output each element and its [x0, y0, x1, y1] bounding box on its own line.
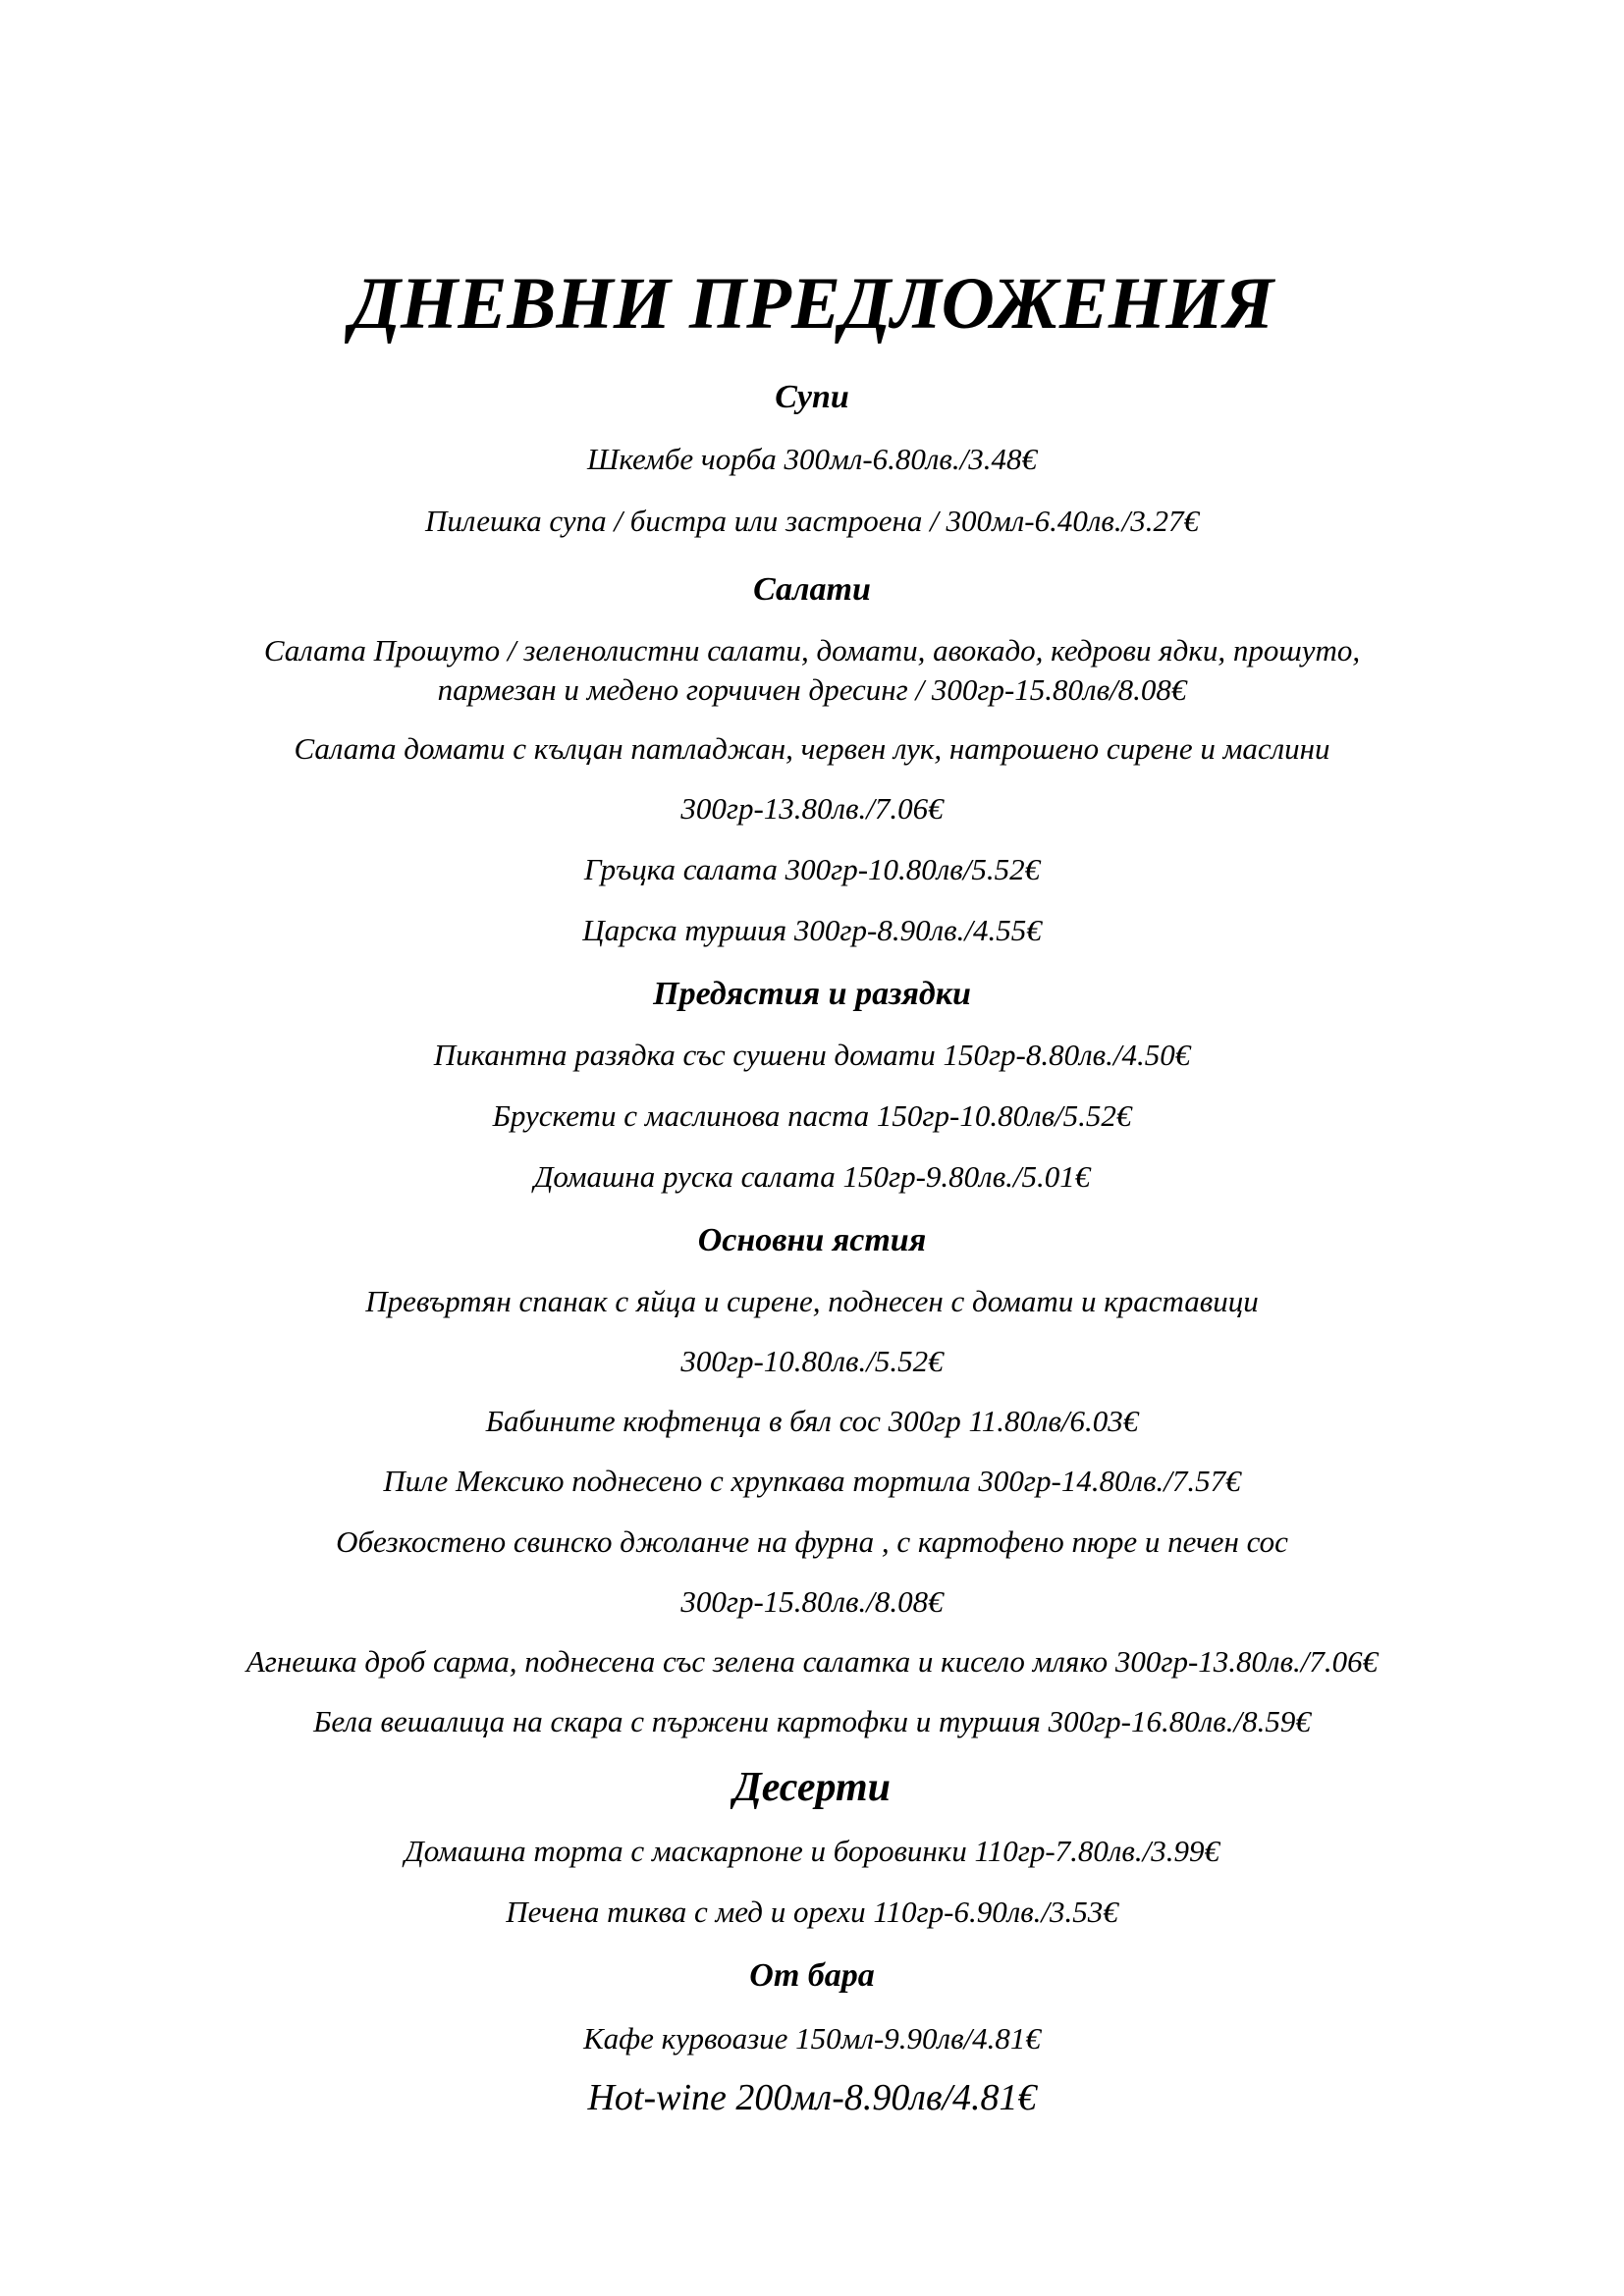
menu-item: Бабините кюфтенца в бял сос 300гр 11.80лв/6.03€ — [485, 1404, 1139, 1438]
section-heading-mains: Основни ястия — [697, 1222, 927, 1258]
menu-item: Домашна руска салата 150гр-9.80лв./5.01€ — [533, 1159, 1091, 1194]
section-heading-desserts: Десерти — [733, 1765, 891, 1810]
menu-item: Салата Прошуто / зеленолистни салати, домати, авокадо, кедрови ядки, прошуто, — [263, 633, 1361, 667]
section-heading-soups: Супи — [775, 379, 849, 415]
page-title: ДНЕВНИ ПРЕДЛОЖЕНИЯ — [350, 263, 1274, 345]
menu-item: Бела вешалица на скара с пържени картофки и туршия 300гр-16.80лв./8.59€ — [313, 1704, 1311, 1738]
menu-item-continued: пармезан и медено горчичен дресинг / 300гр-15.80лв/8.08€ — [437, 672, 1187, 707]
menu-item: Печена тиква с мед и орехи 110гр-6.90лв./3.53€ — [506, 1895, 1118, 1929]
menu-item: Домашна торта с маскарпоне и боровинки 110гр-7.80лв./3.99€ — [405, 1834, 1219, 1868]
menu-item: Брускети с маслинова паста 150гр-10.80лв/5.52€ — [492, 1098, 1132, 1133]
menu-item: Агнешка дроб сарма, поднесена със зелена салатка и кисело мляко 300гр-13.80лв./7.06€ — [245, 1644, 1379, 1679]
menu-item: Обезкостено свинско джоланче на фурна , с картофено пюре и печен сос — [336, 1524, 1288, 1559]
menu-item: Пиле Мексико поднесено с хрупкава тортила 300гр-14.80лв./7.57€ — [383, 1464, 1241, 1498]
menu-item: Шкембе чорба 300мл-6.80лв./3.48€ — [586, 442, 1038, 476]
menu-item: Кафе курвоазие 150мл-9.90лв/4.81€ — [583, 2021, 1041, 2056]
menu-item: Салата домати с кълцан патладжан, червен лук, натрошено сирене и маслини — [294, 731, 1330, 766]
section-heading-appetizers: Предястия и разядки — [653, 976, 971, 1012]
menu-item: Гръцка салата 300гр-10.80лв/5.52€ — [583, 852, 1041, 886]
menu-item: Hot-wine 200мл-8.90лв/4.81€ — [587, 2077, 1037, 2118]
menu-item-price: 300гр-10.80лв./5.52€ — [680, 1344, 944, 1378]
menu-item-price: 300гр-13.80лв./7.06€ — [680, 791, 944, 826]
menu-item: Пилешка супа / бистра или застроена / 300мл-6.40лв./3.27€ — [425, 504, 1199, 538]
menu-item: Пикантна разядка със сушени домати 150гр-8.80лв./4.50€ — [433, 1038, 1191, 1072]
menu-item-price: 300гр-15.80лв./8.08€ — [680, 1584, 944, 1619]
menu-item: Царска туршия 300гр-8.90лв./4.55€ — [582, 913, 1042, 947]
section-heading-bar: От бара — [749, 1957, 875, 1994]
menu-item: Превъртян спанак с яйца и сирене, поднесен с домати и краставици — [365, 1284, 1259, 1318]
section-heading-salads: Салати — [753, 571, 871, 608]
